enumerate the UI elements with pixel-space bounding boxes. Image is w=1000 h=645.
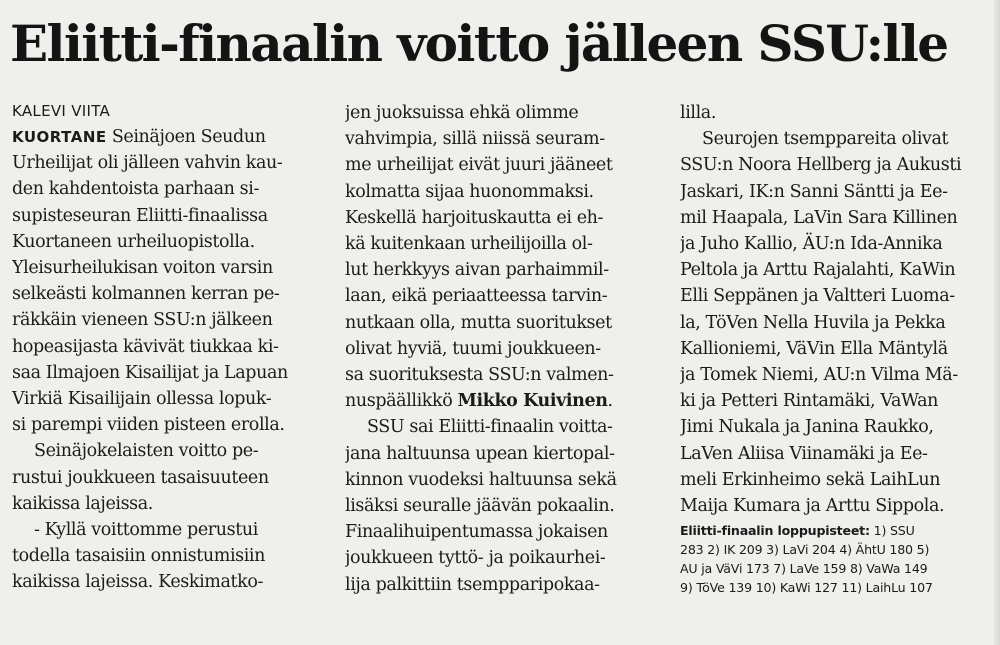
text-line: lisäksi seuralle jäävän pokaalin.: [345, 496, 615, 517]
article-column-2: [345, 100, 663, 640]
text-line: SSU:n Noora Hellberg ja Aukusti: [680, 155, 962, 176]
text-line: saa Ilmajoen Kisailijat ja Lapuan: [12, 362, 288, 383]
text-line: rustui joukkueen tasaisuuteen: [12, 467, 269, 488]
results-label: Eliitti-finaalin loppupisteet:: [680, 523, 870, 539]
text-line: ja Tomek Niemi, AU:n Vilma Mä-: [680, 365, 958, 386]
text-line: vahvimpia, sillä niissä seuram-: [345, 129, 605, 150]
text-line: jana haltuunsa upean kiertopal-: [345, 443, 615, 464]
text-line: Kallioniemi, VäVin Ella Mäntylä: [680, 338, 948, 359]
text-line: kaikissa lajeissa. Keskimatko-: [12, 572, 263, 593]
text-line: kinnon vuodeksi haltuunsa sekä: [345, 469, 617, 490]
text-line: la, TöVen Nella Huvila ja Pekka: [680, 312, 946, 333]
text-line: Keskellä harjoituskautta ei eh-: [345, 207, 604, 228]
byline: KALEVI VIITA: [12, 102, 111, 120]
text-line: nutkaan olla, mutta suoritukset: [345, 312, 612, 333]
text-line: jen juoksuissa ehkä olimme: [345, 103, 579, 123]
text-line: Kuortaneen urheiluopistolla.: [12, 231, 255, 252]
text-line: me urheilijat eivät juuri jääneet: [345, 155, 613, 176]
headline: Eliitti-finaalin voitto jälleen SSU:lle: [10, 14, 948, 73]
results-line: [680, 521, 992, 540]
article-column-1: [12, 100, 330, 640]
text-line: den kahdentoista parhaan si-: [12, 179, 259, 200]
page-edge: [994, 0, 1000, 645]
results-line: 9) TöVe 139 10) KaWi 127 11) LaihLu 107: [680, 580, 933, 596]
text-line: Virkiä Kisailijain ollessa lopuk-: [12, 389, 272, 410]
text-line: lilla.: [680, 103, 716, 123]
text-line: kaikissa lajeissa.: [12, 493, 153, 514]
text-line: Jimi Nukala ja Janina Raukko,: [680, 417, 934, 438]
text-line: Maija Kumara ja Arttu Sippola.: [680, 496, 945, 517]
text-line: ja Juho Kallio, ÄU:n Ida-Annika: [680, 234, 943, 255]
text-fragment: 1) SSU: [869, 523, 915, 539]
text-line: lija palkittiin tsempparipokaa-: [345, 574, 600, 595]
text-line: SSU sai Eliitti-finaalin voitta-: [367, 417, 613, 438]
text-line: sa suorituksesta SSU:n valmen-: [345, 365, 614, 386]
text-line: Jaskari, IK:n Sanni Säntti ja Ee-: [680, 181, 948, 202]
text-line: meli Erkinheimo sekä LaihLun: [680, 469, 941, 490]
text-line: todella tasaisiin onnistumisiin: [12, 546, 265, 567]
dateline: KUORTANE: [12, 128, 107, 146]
text-line: Seinäjokelaisten voitto pe-: [34, 441, 259, 462]
results-box: [680, 521, 992, 597]
text-line: lut herkkyys aivan parhaimmil-: [345, 260, 609, 281]
text-line: Finaalihuipentumassa jokaisen: [345, 522, 608, 543]
text-line: Peltola ja Arttu Rajalahti, KaWin: [680, 260, 956, 281]
text-line: hopeasijasta kävivät tiukkaa ki-: [12, 336, 279, 357]
person-name: Mikko Kuivinen: [457, 391, 608, 412]
article-column-3: [680, 100, 992, 640]
text-fragment: nuspäällikkö: [345, 391, 458, 412]
text-line: kä kuitenkaan urheilijoilla ol-: [345, 234, 593, 255]
text-line: laan, eikä periaatteessa tarvin-: [345, 286, 608, 307]
text-line: si parempi viiden pisteen erolla.: [12, 415, 285, 436]
results-line: AU ja VäVi 173 7) LaVe 159 8) VaWa 149: [680, 561, 928, 577]
text-line: Yleisurheilukisan voiton varsin: [12, 258, 273, 279]
text-line: [12, 124, 330, 150]
text-fragment: .: [607, 391, 613, 412]
text-line: mil Haapala, LaVin Sara Killinen: [680, 207, 958, 228]
text-line: LaVen Aliisa Viinamäki ja Ee-: [680, 443, 928, 464]
text-line: joukkueen tyttö- ja poikaurhei-: [345, 548, 606, 569]
text-line: kolmatta sijaa huonommaksi.: [345, 181, 594, 202]
text-line: olivat hyviä, tuumi joukkueen-: [345, 338, 601, 359]
text-line: supisteseuran Eliitti-finaalissa: [12, 205, 268, 226]
text-fragment: Seinäjoen Seudun: [106, 127, 266, 147]
text-line: räkkäin vieneen SSU:n jälkeen: [12, 310, 273, 331]
text-line: ki ja Petteri Rintamäki, VaWan: [680, 391, 938, 412]
results-line: 283 2) IK 209 3) LaVi 204 4) ÄhtU 180 5): [680, 542, 930, 558]
text-line: - Kyllä voittomme perustui: [34, 520, 258, 541]
text-line: [345, 388, 663, 414]
text-line: Seurojen tsemppareita olivat: [702, 129, 949, 150]
text-line: selkeästi kolmannen kerran pe-: [12, 284, 280, 305]
text-line: Urheilijat oli jälleen vahvin kau-: [12, 153, 283, 174]
text-line: Elli Seppänen ja Valtteri Luoma-: [680, 286, 955, 307]
